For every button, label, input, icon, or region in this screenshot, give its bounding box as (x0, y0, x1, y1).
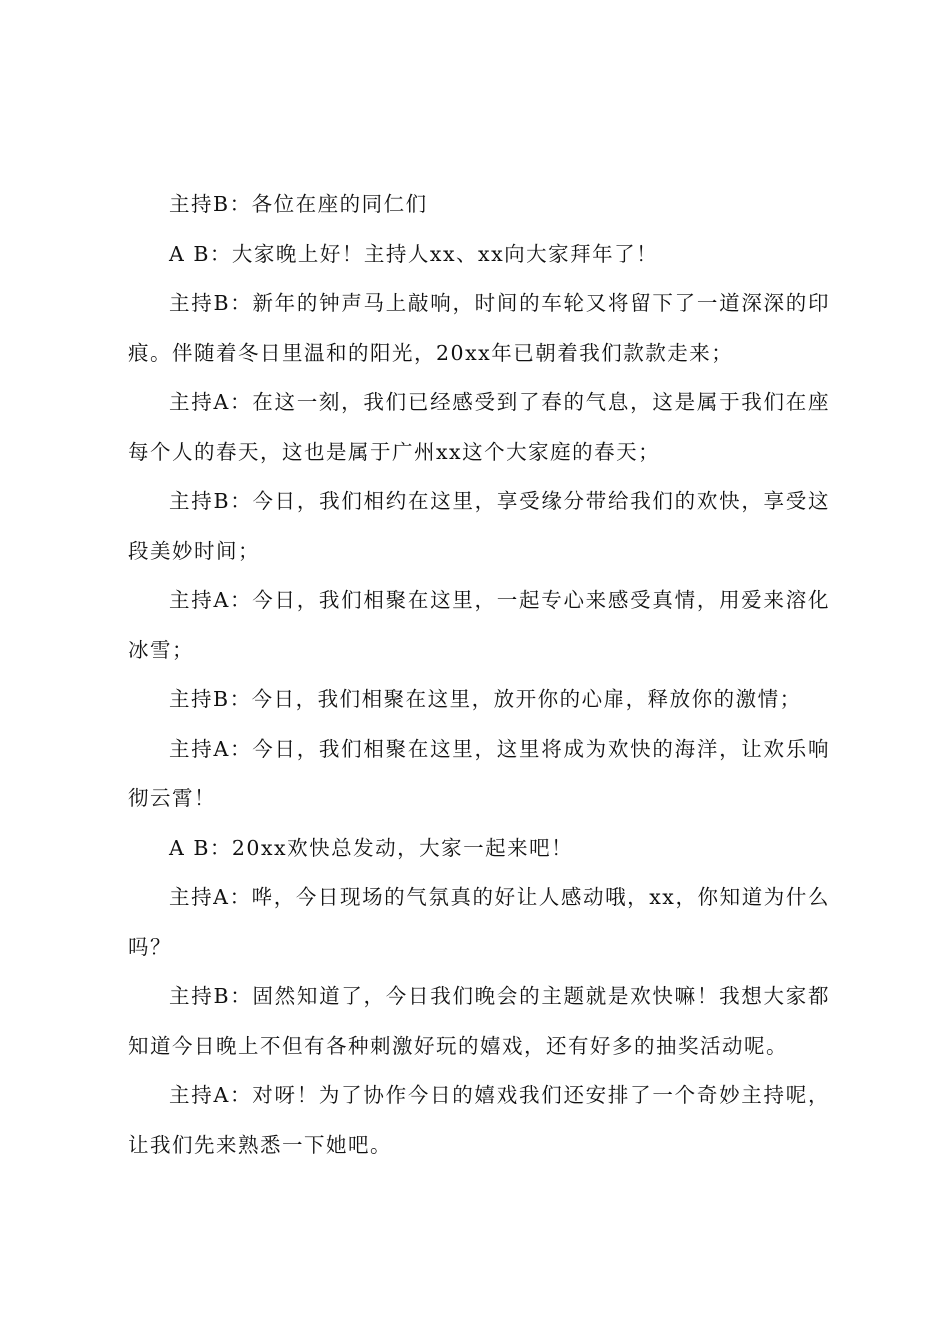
paragraph-4: 主持A：在这一刻，我们已经感受到了春的气息，这是属于我们在座每个人的春天，这也是属于广州xx这个大家庭的春天； (128, 390, 830, 464)
paragraph-6: 主持A：今日，我们相聚在这里，一起专心来感受真情，用爱来溶化冰雪； (128, 588, 830, 662)
paragraph-7: 主持B：今日，我们相聚在这里，放开你的心扉，释放你的激情； (169, 687, 802, 711)
paragraph-2: A B：大家晚上好！主持人xx、xx向大家拜年了！ (169, 241, 659, 266)
paragraph-10: 主持A：哗，今日现场的气氛真的好让人感动哦，xx，你知道为什么吗？ (128, 885, 830, 959)
paragraph-12: 主持A：对呀！为了协作今日的嬉戏我们还安排了一个奇妙主持呢，让我们先来熟悉一下她吧。 (128, 1083, 830, 1157)
paragraph-11: 主持B：固然知道了，今日我们晚会的主题就是欢快嘛！我想大家都知道今日晚上不但有各种刺激好玩的嬉戏，还有好多的抽奖活动呢。 (128, 984, 830, 1058)
paragraph-3: 主持B：新年的钟声马上敲响，时间的车轮又将留下了一道深深的印痕。伴随着冬日里温和的阳光，20xx年已朝着我们款款走来； (128, 291, 830, 365)
paragraph-5: 主持B：今日，我们相约在这里，享受缘分带给我们的欢快，享受这段美妙时间； (128, 489, 830, 563)
paragraph-9: A B：20xx欢快总发动，大家一起来吧！ (169, 835, 574, 860)
paragraph-1: 主持B：各位在座的同仁们 (169, 192, 428, 216)
document-body (128, 180, 830, 1170)
paragraph-8: 主持A：今日，我们相聚在这里，这里将成为欢快的海洋，让欢乐响彻云霄！ (128, 736, 830, 810)
